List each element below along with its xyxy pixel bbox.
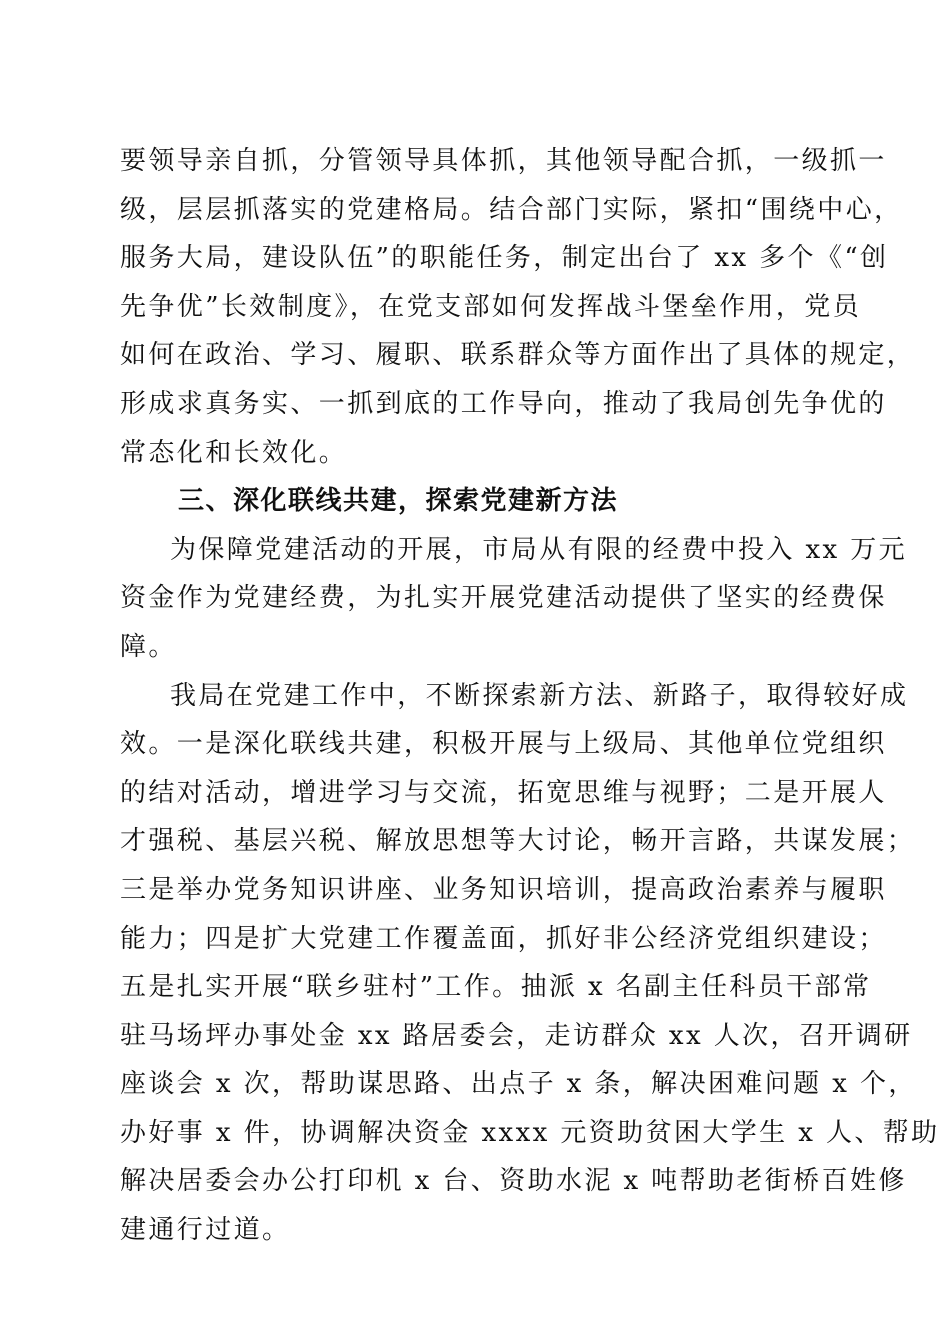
text-line: 资金作为党建经费，为扎实开展党建活动提供了坚实的经费保 [120,583,887,614]
text-line: 办好事 x 件，协调解决资金 xxxx 元资助贫困大学生 x 人、帮助 [120,1117,940,1148]
text-line: 五是扎实开展“联乡驻村”工作。抽派 x 名副主任科员干部常 [120,972,872,1003]
paragraph-methods [120,672,940,1255]
text-line: 如何在政治、学习、履职、联系群众等方面作出了具体的规定， [120,340,916,371]
text-line: 效。一是深化联线共建，积极开展与上级局、其他单位党组织 [120,729,887,760]
section-heading-text: 三、深化联线共建，探索党建新方法 [178,486,619,517]
text-line: 驻马场坪办事处金 xx 路居委会，走访群众 xx 人次，召开调研 [120,1020,913,1051]
text-line: 级，层层抓落实的党建格局。结合部门实际，紧扣“围绕中心， [120,194,903,225]
text-line: 常态化和长效化。 [120,437,348,468]
document-body [120,137,940,1255]
text-line: 的结对活动，增进学习与交流，拓宽思维与视野；二是开展人 [120,777,887,808]
text-line: 建通行过道。 [120,1215,291,1246]
text-line: 障。 [120,631,177,662]
text-line: 要领导亲自抓，分管领导具体抓，其他领导配合抓，一级抓一 [120,146,887,176]
section-heading [120,477,832,526]
text-line: 服务大局，建设队伍”的职能任务，制定出台了 xx 多个《“创 [120,243,889,274]
paragraph-funding [120,526,908,672]
paragraph-party-building-pattern [120,137,916,477]
text-line: 先争优”长效制度》，在党支部如何发挥战斗堡垒作用，党员 [120,291,862,322]
text-line: 三是举办党务知识讲座、业务知识培训，提高政治素养与履职 [120,874,887,905]
text-line: 能力；四是扩大党建工作覆盖面，抓好非公经济党组织建设； [120,923,887,954]
text-line: 为保障党建活动的开展，市局从有限的经费中投入 xx 万元 [170,534,908,565]
text-line: 形成求真务实、一抓到底的工作导向，推动了我局创先争优的 [120,388,887,419]
text-line: 我局在党建工作中，不断探索新方法、新路子，取得较好成 [170,680,909,711]
text-line: 座谈会 x 次，帮助谋思路、出点子 x 条，解决困难问题 x 个， [120,1069,917,1100]
text-line: 才强税、基层兴税、解放思想等大讨论，畅开言路，共谋发展； [120,826,916,857]
text-line: 解决居委会办公打印机 x 台、资助水泥 x 吨帮助老街桥百姓修 [120,1166,907,1197]
